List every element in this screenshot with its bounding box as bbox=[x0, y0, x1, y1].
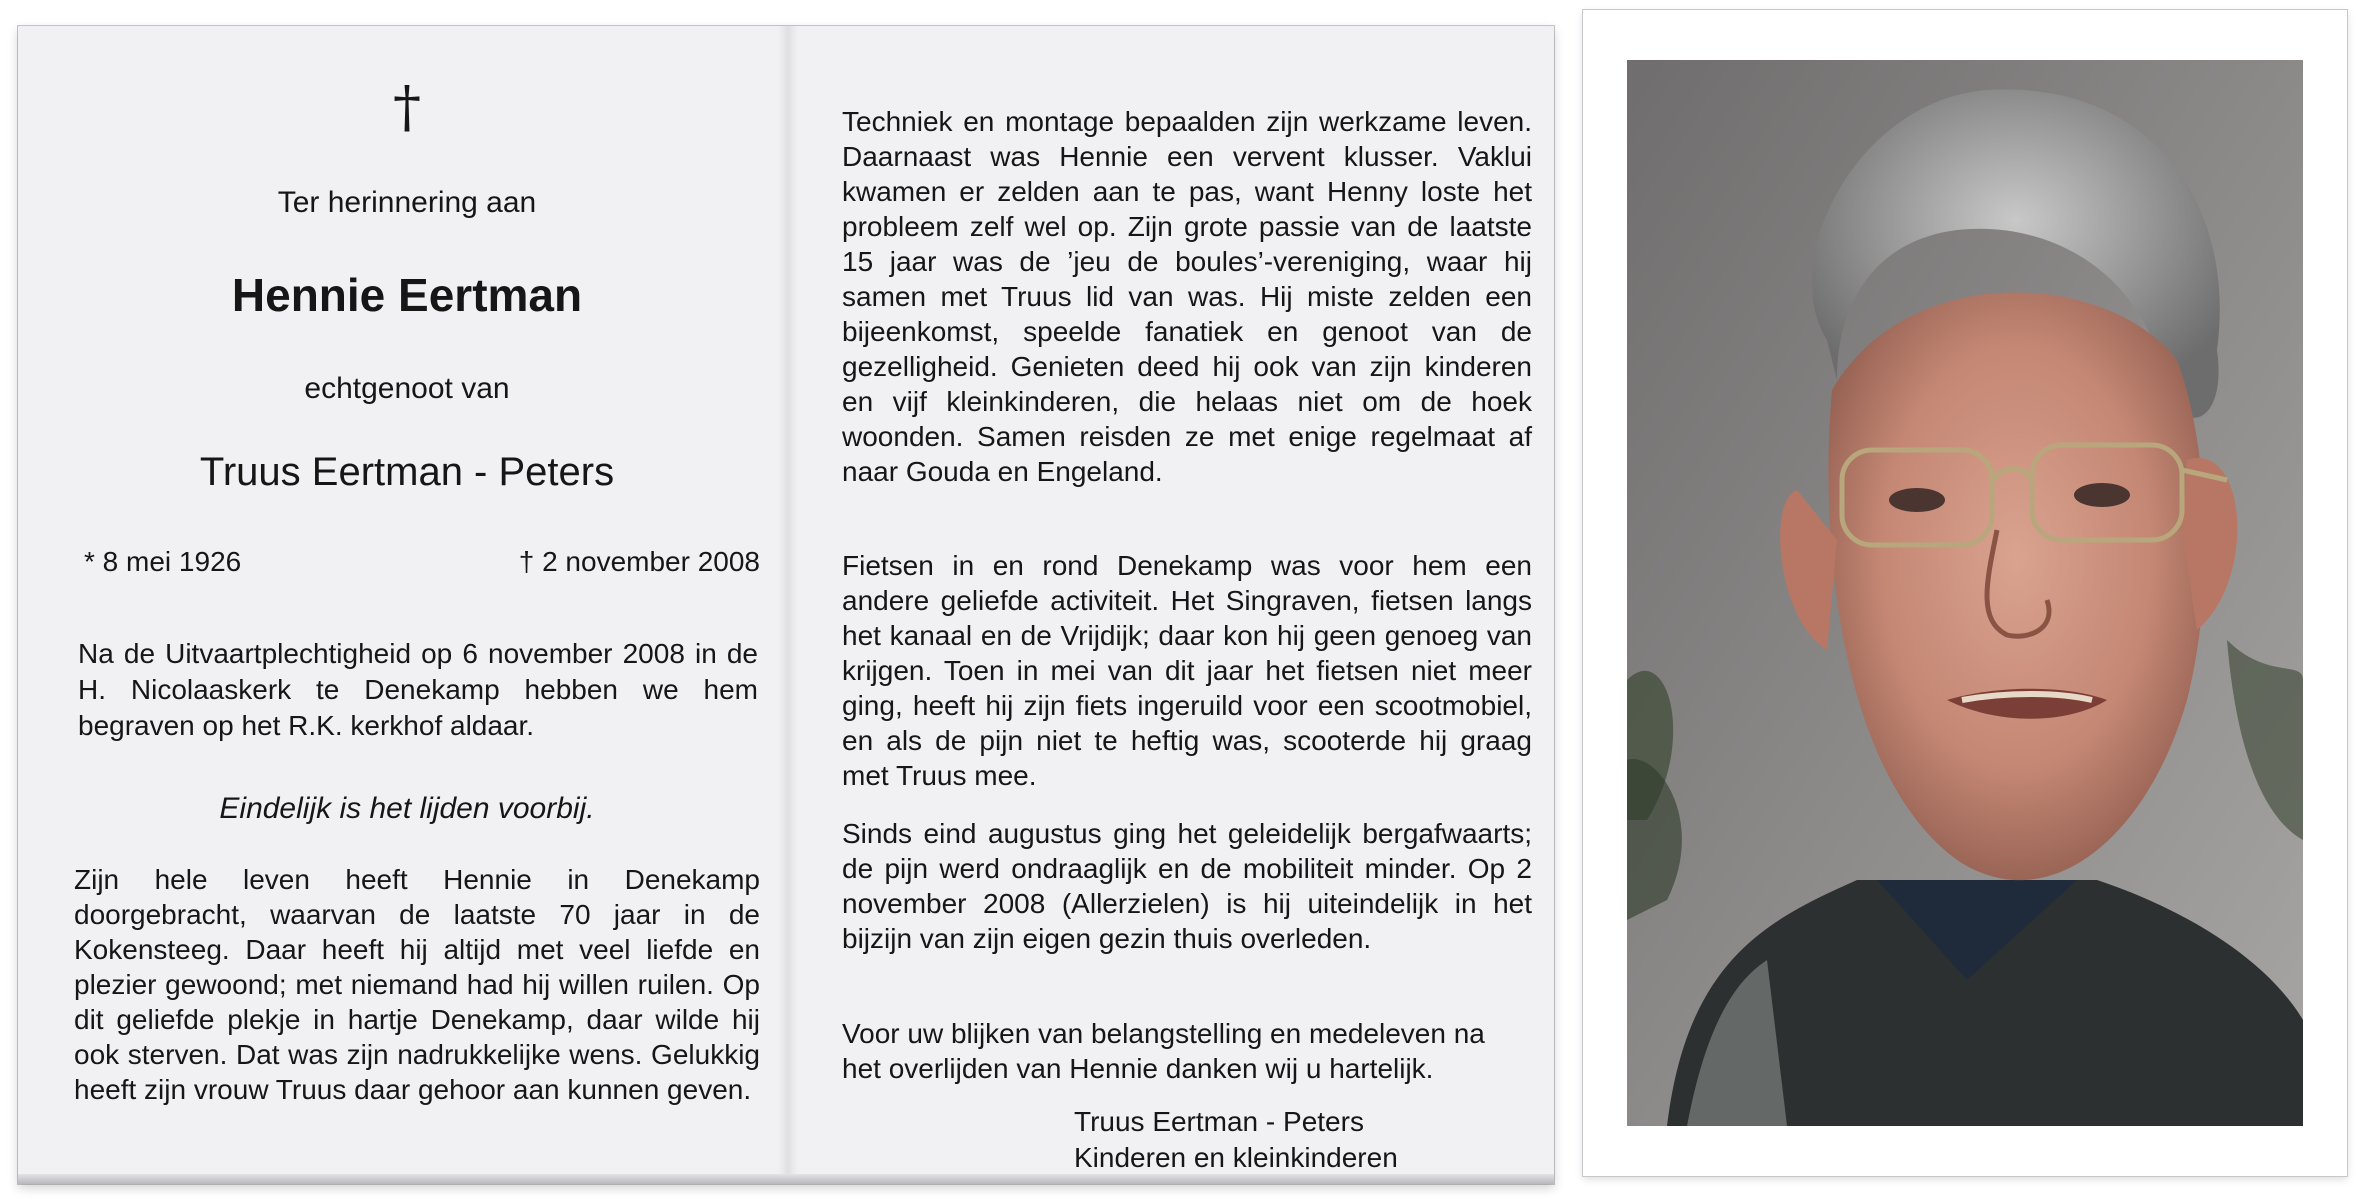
deceased-name: Hennie Eertman bbox=[231, 269, 583, 321]
biography-paragraph-cycling: Fietsen in en rond Denekamp was voor hem een andere geliefde activiteit. Het Singraven, fietsen langs het kanaal en de Vrijdijk; daar kon hij geen genoeg van krijgen. Toen in mei van dit jaar het fietsen niet meer ging, heeft hij zijn fiets ingeruild voor een scootmobiel, en als de pijn niet te heftig was, scooterde hij graag met Truus mee. bbox=[842, 550, 1532, 791]
biography-text: Zijn hele leven heeft Hennie in Denekamp doorgebracht, waarvan de laatste 70 jaar in de Kokensteeg. Daar heeft hij altijd met veel liefde en plezier gewoond; met niemand had hij willen ruilen. Op dit geliefde plekje in hartje Denekamp, daar wilde hij ook sterven. Dat was zijn nadrukkelijke wens. Gelukkig heeft zijn vrouw Truus daar gehoor aan kunnen geven. bbox=[74, 864, 760, 1105]
motto: Eindelijk is het lijden voorbij. bbox=[219, 792, 595, 825]
cross-icon: † bbox=[393, 75, 421, 140]
signature-family: Kinderen en kleinkinderen bbox=[1074, 1142, 1398, 1173]
birth-date: * 8 mei 1926 bbox=[84, 546, 242, 577]
signature bbox=[1074, 1104, 1398, 1176]
spouse-label: echtgenoot van bbox=[304, 372, 510, 405]
portrait-illustration bbox=[1627, 60, 2303, 1126]
right-panel bbox=[818, 26, 1532, 1184]
thank-you-text: Voor uw blijken van belangstelling en medeleven na het overlijden van Hennie danken wij u hartelijk. bbox=[842, 1018, 1485, 1084]
death-date: † 2 november 2008 bbox=[518, 546, 760, 577]
portrait-photo bbox=[1627, 60, 2303, 1126]
photo-card bbox=[1583, 10, 2347, 1176]
left-panel bbox=[54, 26, 760, 1184]
funeral-text: Na de Uitvaartplechtigheid op 6 november 2008 in de H. Nicolaaskerk te Denekamp hebben we hem begraven op het R.K. kerkhof aldaar. bbox=[78, 638, 758, 741]
card-fold bbox=[778, 26, 798, 1184]
memorial-card bbox=[18, 26, 1554, 1184]
spouse-name: Truus Eertman - Peters bbox=[199, 450, 615, 494]
signature-spouse: Truus Eertman - Peters bbox=[1074, 1106, 1364, 1137]
intro-text: Ter herinnering aan bbox=[277, 186, 537, 219]
biography-paragraph-illness: Sinds eind augustus ging het geleidelijk bergafwaarts; de pijn werd ondraaglijk en de mobiliteit minder. Op 2 november 2008 (Allerzielen) is hij uiteindelijk in het bijzijn van zijn eigen gezin thuis overleden. bbox=[842, 818, 1532, 954]
biography-paragraph-work: Techniek en montage bepaalden zijn werkzame leven. Daarnaast was Hennie een vervent klusser. Vaklui kwamen er zelden aan te pas, want Henny loste het probleem zelf wel op. Zijn grote passie van de laatste 15 jaar was de ’jeu de boules’-vereniging, waar hij samen met Truus lid van was. Hij miste zelden een bijeenkomst, speelde fanatiek en genoot van de gezelligheid. Genieten deed hij ook van zijn kinderen en vijf kleinkinderen, die helaas niet om de hoek woonden. Samen reisden ze met enige regelmaat af naar Gouda en Engeland. bbox=[842, 106, 1532, 487]
